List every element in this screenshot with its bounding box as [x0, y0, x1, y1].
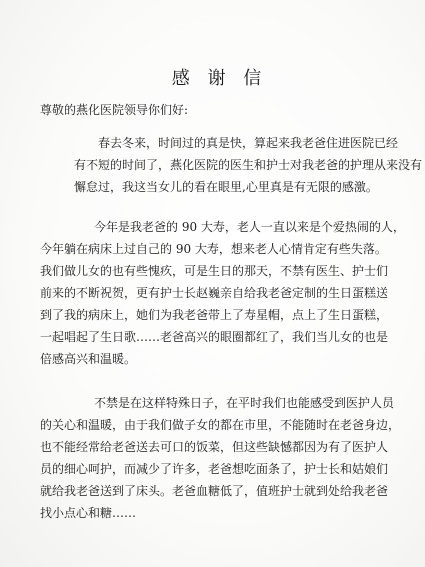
paragraph-line: 懈怠过，我这当女儿的看在眼里,心里真是有无限的感激。: [74, 180, 378, 194]
paragraph-3: [40, 392, 399, 524]
paragraph-line: 的关心和温暖，由于我们做子女的都在市里，不能随时在老爸身边，: [40, 418, 401, 432]
paragraph-line: 不禁是在这样特殊日子，在平时我们也能感受到医护人员: [94, 396, 395, 410]
letter-title: 感 谢 信: [171, 68, 268, 89]
paragraph-line: 今年是我老爸的 90 大寿，老人一直以来是个爱热闹的人，: [94, 220, 405, 234]
letter-salutation: 尊敬的燕化医院领导你们好:: [40, 103, 189, 117]
paragraph-line: 有不短的时间了，燕化医院的医生和护士对我老爸的护理从来没有: [74, 158, 423, 172]
paragraph-line: 春去冬来，时间过的真是快，算起来我老爸住进医院已经: [98, 136, 399, 150]
paragraph-line: 我们做儿女的也有些愧疚，可是生日的那天，不禁有医生、护士们: [40, 264, 389, 278]
paragraph-line: 员的细心呵护，而减少了许多，老爸想吃面条了，护士长和姑娘们: [40, 462, 389, 476]
paragraph-line: 就给我老爸送到了床头。老爸血糖低了，值班护士就到处给我老爸: [40, 484, 389, 498]
paragraph-line: 倍感高兴和温暖。: [40, 352, 137, 366]
paragraph-line: 找小点心和糖……: [40, 506, 137, 520]
paragraph-line: 前来的不断祝贺，更有护士长赵巍亲自给我老爸定制的生日蛋糕送: [40, 286, 389, 300]
paragraph-2: [40, 216, 405, 370]
paragraph-line: 一起唱起了生日歌……老爸高兴的眼圈都红了，我们当儿女的也是: [40, 330, 389, 344]
paragraph-line: 到了我的病床上，她们为我老爸带上了寿星帽，点上了生日蛋糕，: [40, 308, 389, 322]
paragraph-line: 也不能经常给老爸送去可口的饭菜，但这些缺憾都因为有了医护人: [40, 440, 389, 454]
paragraph-line: 今年躺在病床上过自己的 90 大寿，想来老人心情肯定有些失落。: [40, 242, 387, 256]
paragraph-1: [40, 132, 423, 198]
